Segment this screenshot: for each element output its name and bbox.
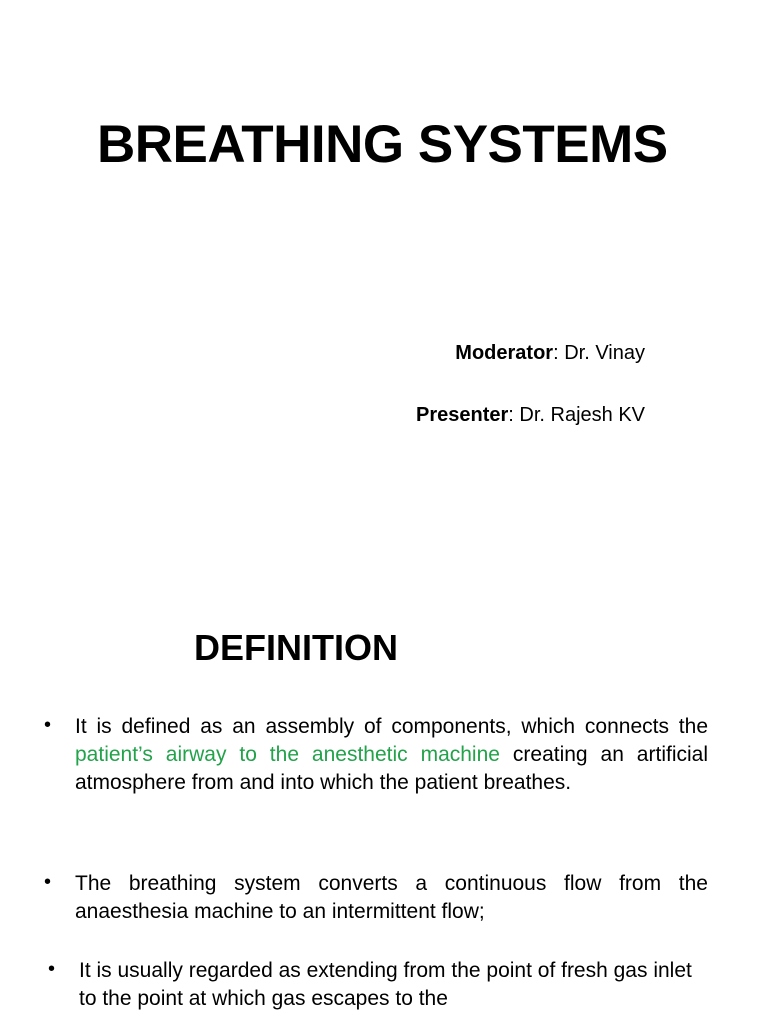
bullet-text: The breathing system converts a continuous flow from the anaesthesia machine to an intermittent flow; (75, 872, 708, 923)
presenter-label: Presenter (416, 404, 509, 426)
presentation-title: BREATHING SYSTEMS (97, 115, 668, 174)
moderator-credit (455, 343, 645, 363)
bullet-dot-icon: • (48, 958, 56, 980)
bullet-text-tail: creating an artificial atmosphere from and into which the patient breathes. (75, 743, 708, 794)
moderator-name: : Dr. Vinay (553, 342, 645, 364)
bullet-text-lead: It is defined as an assembly of components, which connects the (75, 715, 708, 738)
bullet-text (75, 713, 708, 797)
bullet-dot-icon: • (44, 714, 52, 736)
highlighted-phrase: patient’s airway to the anesthetic machine (75, 743, 500, 766)
definition-heading: DEFINITION (194, 627, 398, 668)
bullet-dot-icon: • (44, 871, 52, 893)
presenter-name: : Dr. Rajesh KV (508, 404, 645, 426)
moderator-label: Moderator (455, 342, 554, 364)
bullet-text: It is usually regarded as extending from the point of fresh gas inlet to the point at which gas escapes to the (79, 959, 692, 1010)
presenter-credit (416, 405, 645, 425)
